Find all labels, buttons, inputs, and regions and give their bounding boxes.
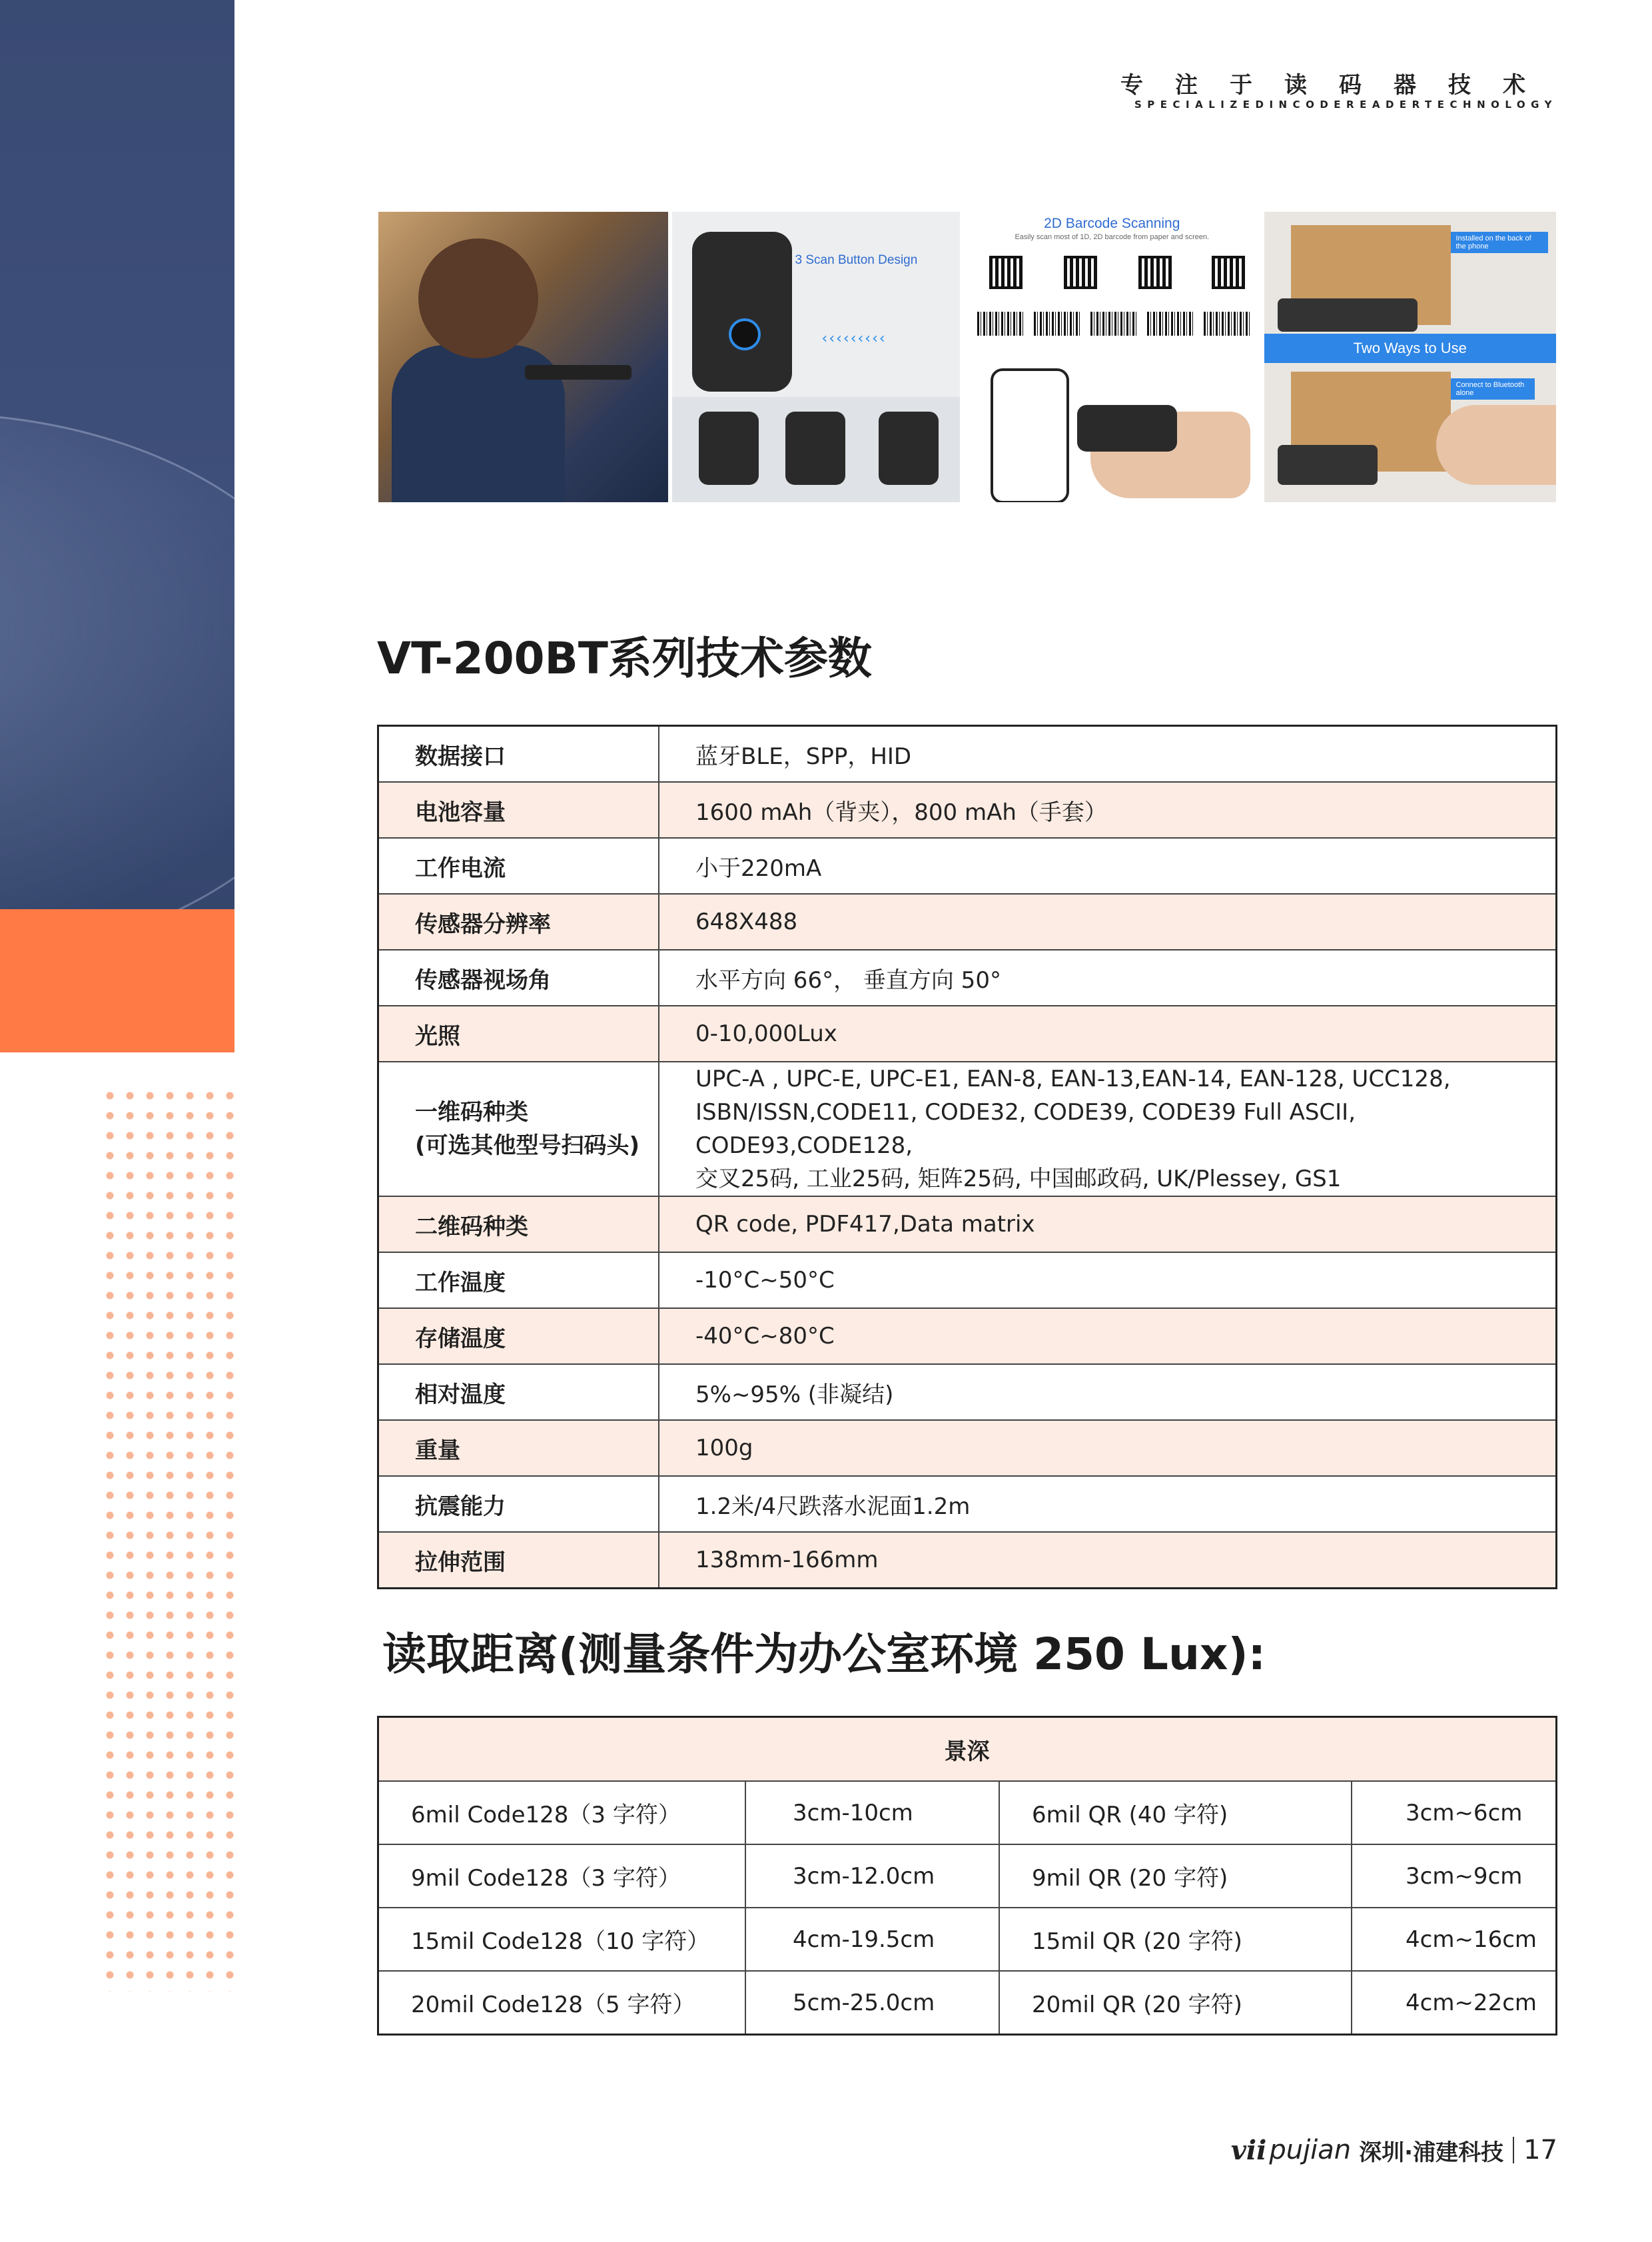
qr-spec: 15mil QR (20 字符)	[999, 1908, 1352, 1971]
spec-value: 648X488	[659, 894, 1557, 950]
qr-range: 4cm~16cm	[1352, 1908, 1557, 1971]
spec-row	[378, 1308, 1557, 1364]
phone-shape	[991, 368, 1069, 502]
spec-label: 抗震能力	[378, 1476, 659, 1532]
barcode-icon	[977, 312, 1024, 336]
table-row	[378, 1781, 1557, 1844]
photo-2d-barcode-scanning	[964, 212, 1260, 502]
scan-button-shape	[729, 318, 761, 350]
spec-row	[378, 1532, 1557, 1589]
spec-value: 1600 mAh（背夹），800 mAh（手套）	[659, 782, 1557, 838]
spec-label: 电池容量	[378, 782, 659, 838]
header-tagline-en: SPECIALIZEDINCODEREADERTECHNOLOGY	[1134, 99, 1557, 111]
barcode-icon	[1090, 312, 1137, 336]
table-row	[378, 1844, 1557, 1908]
brand-logo-mark: vii	[1230, 2134, 1267, 2166]
dot-pattern-decoration	[100, 1086, 240, 1992]
spec-value-line: 交叉25码, 工业25码, 矩阵25码, 中国邮政码, UK/Plessey, GS1	[695, 1166, 1342, 1192]
spec-value: 1.2米/4尺跌落水泥面1.2m	[659, 1476, 1557, 1532]
spec-label: 数据接口	[378, 726, 659, 783]
spec-value: QR code, PDF417,Data matrix	[659, 1196, 1557, 1252]
panel-barcode-subtitle: Easily scan most of 1D, 2D barcode from paper and screen.	[1015, 233, 1210, 241]
spec-value-line: UPC-A , UPC-E, UPC-E1, EAN-8, EAN-13,EAN-14, EAN-128, UCC128,	[695, 1066, 1451, 1092]
spec-row	[378, 894, 1557, 950]
company-name: 深圳·浦建科技	[1359, 2139, 1504, 2166]
spec-row	[378, 782, 1557, 838]
spec-value-line: ISBN/ISSN,CODE11, CODE32, CODE39, CODE39 Full ASCII, CODE93,CODE128,	[695, 1099, 1356, 1159]
reading-distance-table	[377, 1716, 1557, 2036]
code128-range: 4cm-19.5cm	[745, 1908, 999, 1971]
spec-label: 工作温度	[378, 1252, 659, 1308]
spec-row	[378, 1364, 1557, 1420]
spec-row	[378, 1476, 1557, 1532]
spec-row	[378, 1196, 1557, 1252]
qr-range: 4cm~22cm	[1352, 1971, 1557, 2035]
footer-divider	[1513, 2137, 1514, 2163]
spec-label: 存储温度	[378, 1308, 659, 1364]
navy-side-band	[0, 0, 234, 909]
spec-row	[378, 838, 1557, 894]
page-number: 17	[1523, 2135, 1557, 2165]
brand-logo-word: pujian	[1269, 2135, 1352, 2165]
tag-installed-on-phone: Installed on the back of the phone	[1451, 232, 1548, 253]
spec-table	[377, 725, 1557, 1589]
table-header-row	[378, 1717, 1557, 1782]
spec-label-line: (可选其他型号扫码头)	[415, 1132, 640, 1159]
mini-device-shape	[699, 412, 759, 485]
qr-spec: 20mil QR (20 字符)	[999, 1971, 1352, 2035]
photo-scan-button-design	[672, 212, 961, 502]
barcode-icon	[1034, 312, 1080, 336]
code128-range: 3cm-10cm	[745, 1781, 999, 1844]
tag-bluetooth-alone: Connect to Bluetooth alone	[1451, 378, 1535, 400]
barcode-icon	[1147, 312, 1194, 336]
header-tagline-cn: 专注于读码器技术	[1120, 72, 1557, 99]
spec-label: 光照	[378, 1006, 659, 1062]
code128-range: 3cm-12.0cm	[745, 1844, 999, 1908]
spec-row	[378, 1252, 1557, 1308]
spec-label: 传感器分辨率	[378, 894, 659, 950]
spec-value: -10°C~50°C	[659, 1252, 1557, 1308]
spec-value: 0-10,000Lux	[659, 1006, 1557, 1062]
spec-row	[378, 950, 1557, 1006]
spec-value: -40°C~80°C	[659, 1308, 1557, 1364]
qr-code-icon	[989, 256, 1023, 289]
table-row	[378, 1971, 1557, 2035]
panel-scan-button-label: 3 Scan Button Design	[795, 253, 918, 267]
spec-label: 相对温度	[378, 1364, 659, 1420]
code128-spec: 6mil Code128（3 字符）	[378, 1781, 746, 1844]
code128-spec: 9mil Code128（3 字符）	[378, 1844, 746, 1908]
photo-two-ways-to-use	[1264, 212, 1557, 502]
spec-row	[378, 726, 1557, 783]
spec-row	[378, 1062, 1557, 1196]
depth-of-field-header: 景深	[378, 1717, 1557, 1782]
decorative-disc	[0, 413, 234, 909]
barcode-icon	[1204, 312, 1250, 336]
spec-label: 拉伸范围	[378, 1532, 659, 1589]
qr-range: 3cm~9cm	[1352, 1844, 1557, 1908]
spec-row	[378, 1420, 1557, 1476]
worker-head-shape	[418, 238, 538, 358]
page-footer	[1231, 2130, 1557, 2170]
spec-label	[378, 1062, 659, 1196]
spec-row	[378, 1006, 1557, 1062]
product-photo-strip	[378, 212, 1556, 502]
qr-range: 3cm~6cm	[1352, 1781, 1557, 1844]
distance-section-title: 读取距离(测量条件为办公室环境 250 Lux):	[382, 1629, 1266, 1680]
mini-device-shape	[879, 412, 939, 485]
scanner-shape	[525, 365, 631, 380]
phone-with-clip-shape	[1278, 298, 1418, 332]
spec-value: 5%~95% (非凝结)	[659, 1364, 1557, 1420]
qr-spec: 6mil QR (40 字符)	[999, 1781, 1352, 1844]
photo-warehouse-worker	[378, 212, 668, 502]
device-shape	[692, 232, 792, 392]
spec-label-line: 一维码种类	[415, 1099, 528, 1126]
spec-value: 水平方向 66°， 垂直方向 50°	[659, 950, 1557, 1006]
spec-section-title: VT-200BT系列技术参数	[377, 633, 872, 684]
table-row	[378, 1908, 1557, 1971]
code128-spec: 20mil Code128（5 字符）	[378, 1971, 746, 2035]
qr-code-icon	[1212, 256, 1245, 289]
spec-value: 100g	[659, 1420, 1557, 1476]
panel-barcode-title: 2D Barcode Scanning	[1044, 216, 1180, 231]
spec-value	[659, 1062, 1557, 1196]
qr-code-icon	[1064, 256, 1097, 289]
code128-range: 5cm-25.0cm	[745, 1971, 999, 2035]
mini-device-shape	[785, 412, 845, 485]
spec-value: 138mm-166mm	[659, 1532, 1557, 1589]
spec-value: 小于220mA	[659, 838, 1557, 894]
code128-spec: 15mil Code128（10 字符）	[378, 1908, 746, 1971]
scanner-shape	[1077, 405, 1177, 452]
arrows-icon: ‹‹‹‹‹‹‹‹‹	[821, 330, 887, 347]
phone-shape	[1278, 445, 1378, 485]
hand-shape	[1436, 405, 1556, 485]
qr-code-icon	[1138, 256, 1172, 289]
spec-label: 传感器视场角	[378, 950, 659, 1006]
spec-label: 工作电流	[378, 838, 659, 894]
qr-spec: 9mil QR (20 字符)	[999, 1844, 1352, 1908]
spec-label: 二维码种类	[378, 1196, 659, 1252]
spec-label: 重量	[378, 1420, 659, 1476]
two-ways-banner: Two Ways to Use	[1264, 334, 1557, 363]
orange-side-band	[0, 909, 234, 1052]
spec-value: 蓝牙BLE，SPP，HID	[659, 726, 1557, 783]
